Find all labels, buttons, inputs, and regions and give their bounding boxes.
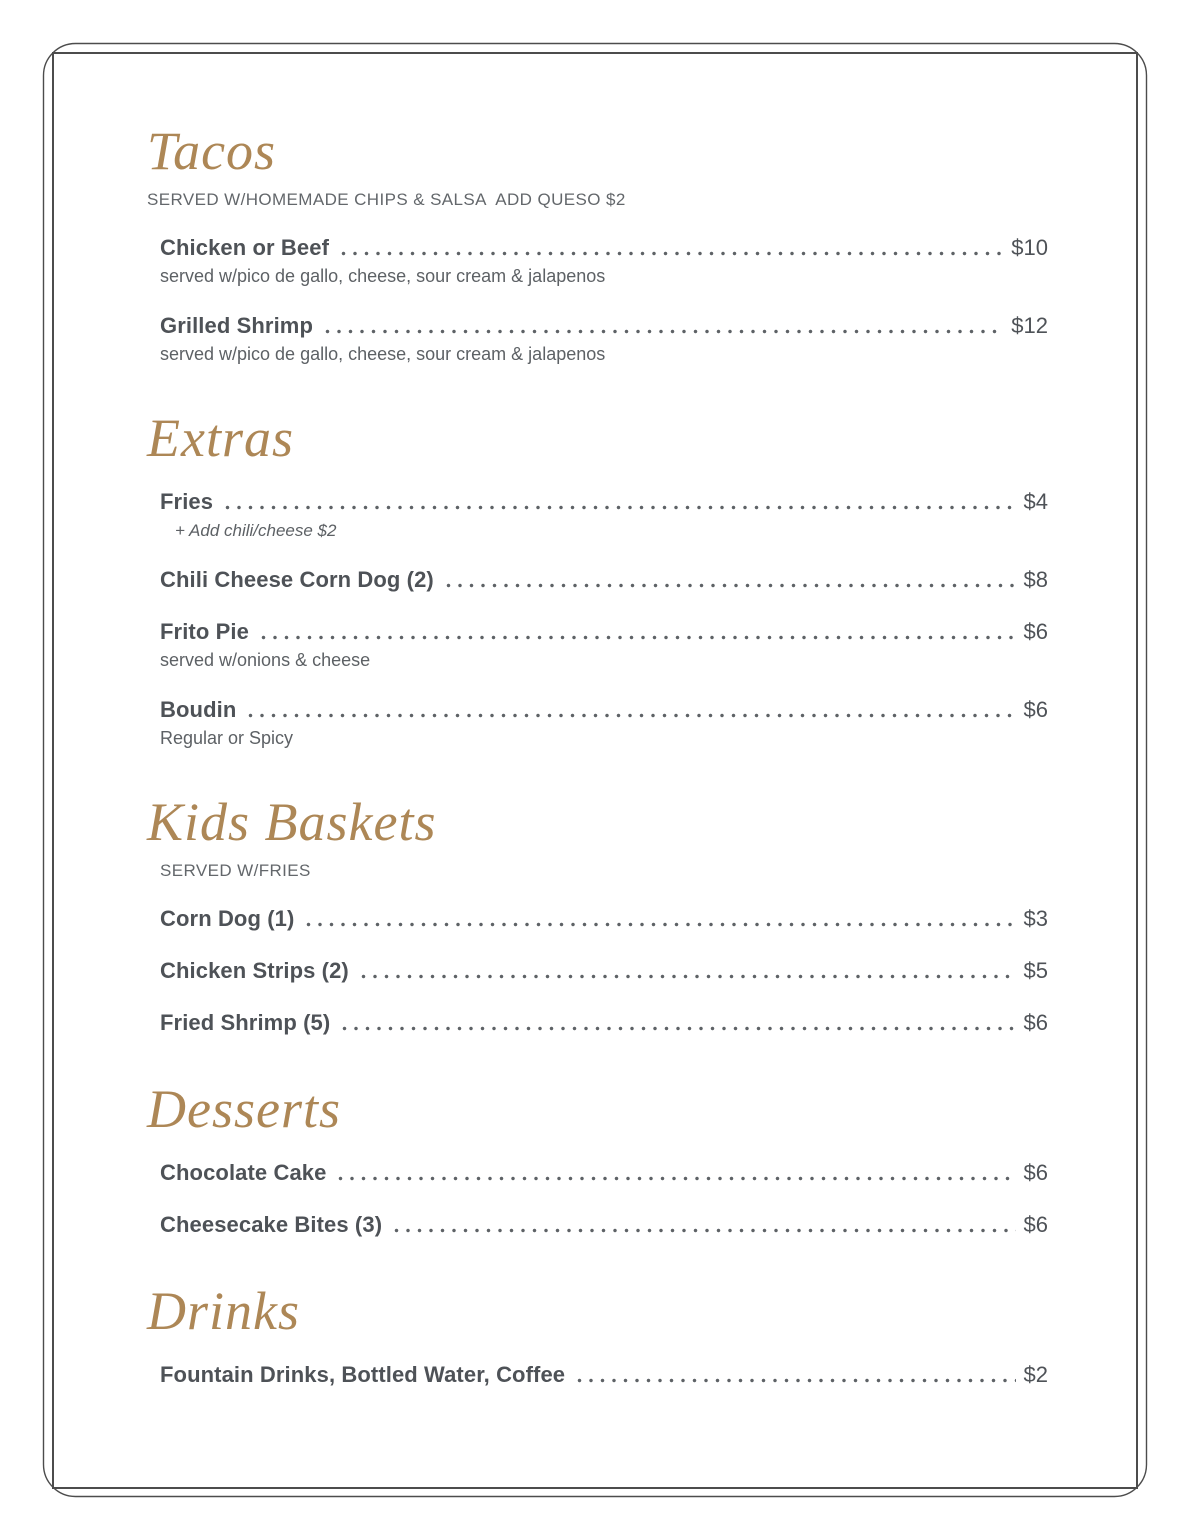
item-row [160, 565, 1048, 595]
item-name: Frito Pie [160, 619, 249, 644]
menu-item [160, 233, 1048, 289]
item-price: $4 [1023, 489, 1048, 514]
dot-leader [361, 974, 1016, 979]
item-price: $8 [1023, 567, 1048, 592]
menu-item [160, 904, 1048, 934]
dot-leader [248, 713, 1015, 718]
item-row [160, 695, 1048, 725]
item-name: Boudin [160, 697, 237, 722]
dot-leader [341, 251, 1003, 256]
item-row [160, 1158, 1048, 1188]
item-subnote: + Add chili/cheese $2 [175, 521, 337, 540]
dot-leader [261, 635, 1016, 640]
menu-item [160, 311, 1048, 367]
item-name: Grilled Shrimp [160, 313, 313, 338]
menu-item [160, 617, 1048, 673]
dot-leader [306, 922, 1015, 927]
item-description: served w/onions & cheese [160, 650, 371, 670]
menu-item [160, 1210, 1048, 1240]
dot-leader [342, 1026, 1015, 1031]
item-name: Fried Shrimp (5) [160, 1010, 331, 1035]
menu-content [147, 0, 1048, 1390]
item-name: Corn Dog (1) [160, 906, 295, 931]
item-name: Chocolate Cake [160, 1160, 327, 1185]
dot-leader [338, 1176, 1015, 1181]
menu-item [160, 565, 1048, 595]
section-note-tacos: SERVED W/HOMEMADE CHIPS & SALSA ADD QUESO $2 [147, 190, 626, 209]
item-row [160, 904, 1048, 934]
menu-item [160, 1360, 1048, 1390]
item-price: $2 [1023, 1362, 1048, 1387]
item-row [160, 956, 1048, 986]
menu-item [160, 695, 1048, 751]
section-kids-baskets [147, 792, 1048, 1038]
item-row [160, 233, 1048, 263]
item-price: $10 [1011, 235, 1048, 260]
item-row [160, 311, 1048, 341]
dot-leader [394, 1228, 1015, 1233]
item-name: Fries [160, 489, 214, 514]
item-row [160, 617, 1048, 647]
dot-leader [325, 329, 1003, 334]
item-name: Chili Cheese Corn Dog (2) [160, 567, 434, 592]
section-title-drinks: Drinks [147, 1281, 300, 1341]
dot-leader [225, 505, 1015, 510]
item-name: Chicken Strips (2) [160, 958, 349, 983]
section-tacos [147, 121, 1048, 367]
item-row [160, 1008, 1048, 1038]
item-price: $6 [1023, 697, 1048, 722]
menu-item [160, 956, 1048, 986]
section-title-extras: Extras [147, 408, 294, 468]
section-drinks [147, 1281, 1048, 1390]
item-price: $6 [1023, 1160, 1048, 1185]
item-price: $3 [1023, 906, 1048, 931]
menu-item [160, 1008, 1048, 1038]
item-price: $6 [1023, 1212, 1048, 1237]
section-extras [147, 408, 1048, 751]
section-title-desserts: Desserts [147, 1079, 341, 1139]
item-price: $6 [1023, 1010, 1048, 1035]
section-title-tacos: Tacos [147, 121, 277, 181]
dot-leader [577, 1378, 1015, 1383]
item-description: served w/pico de gallo, cheese, sour cream & jalapenos [160, 344, 606, 364]
item-name: Chicken or Beef [160, 235, 329, 260]
item-row [160, 1210, 1048, 1240]
item-name: Fountain Drinks, Bottled Water, Coffee [160, 1362, 566, 1387]
item-row [160, 1360, 1048, 1390]
item-description: Regular or Spicy [160, 728, 294, 748]
item-description: served w/pico de gallo, cheese, sour cream & jalapenos [160, 266, 606, 286]
menu-item [160, 1158, 1048, 1188]
section-title-kids-baskets: Kids Baskets [147, 792, 437, 852]
item-name: Cheesecake Bites (3) [160, 1212, 383, 1237]
item-price: $6 [1023, 619, 1048, 644]
item-price: $12 [1011, 313, 1048, 338]
item-price: $5 [1023, 958, 1048, 983]
section-note-kids-baskets: SERVED W/FRIES [160, 861, 311, 880]
dot-leader [446, 583, 1016, 588]
menu-item [160, 487, 1048, 543]
item-row [160, 487, 1048, 517]
section-desserts [147, 1079, 1048, 1240]
